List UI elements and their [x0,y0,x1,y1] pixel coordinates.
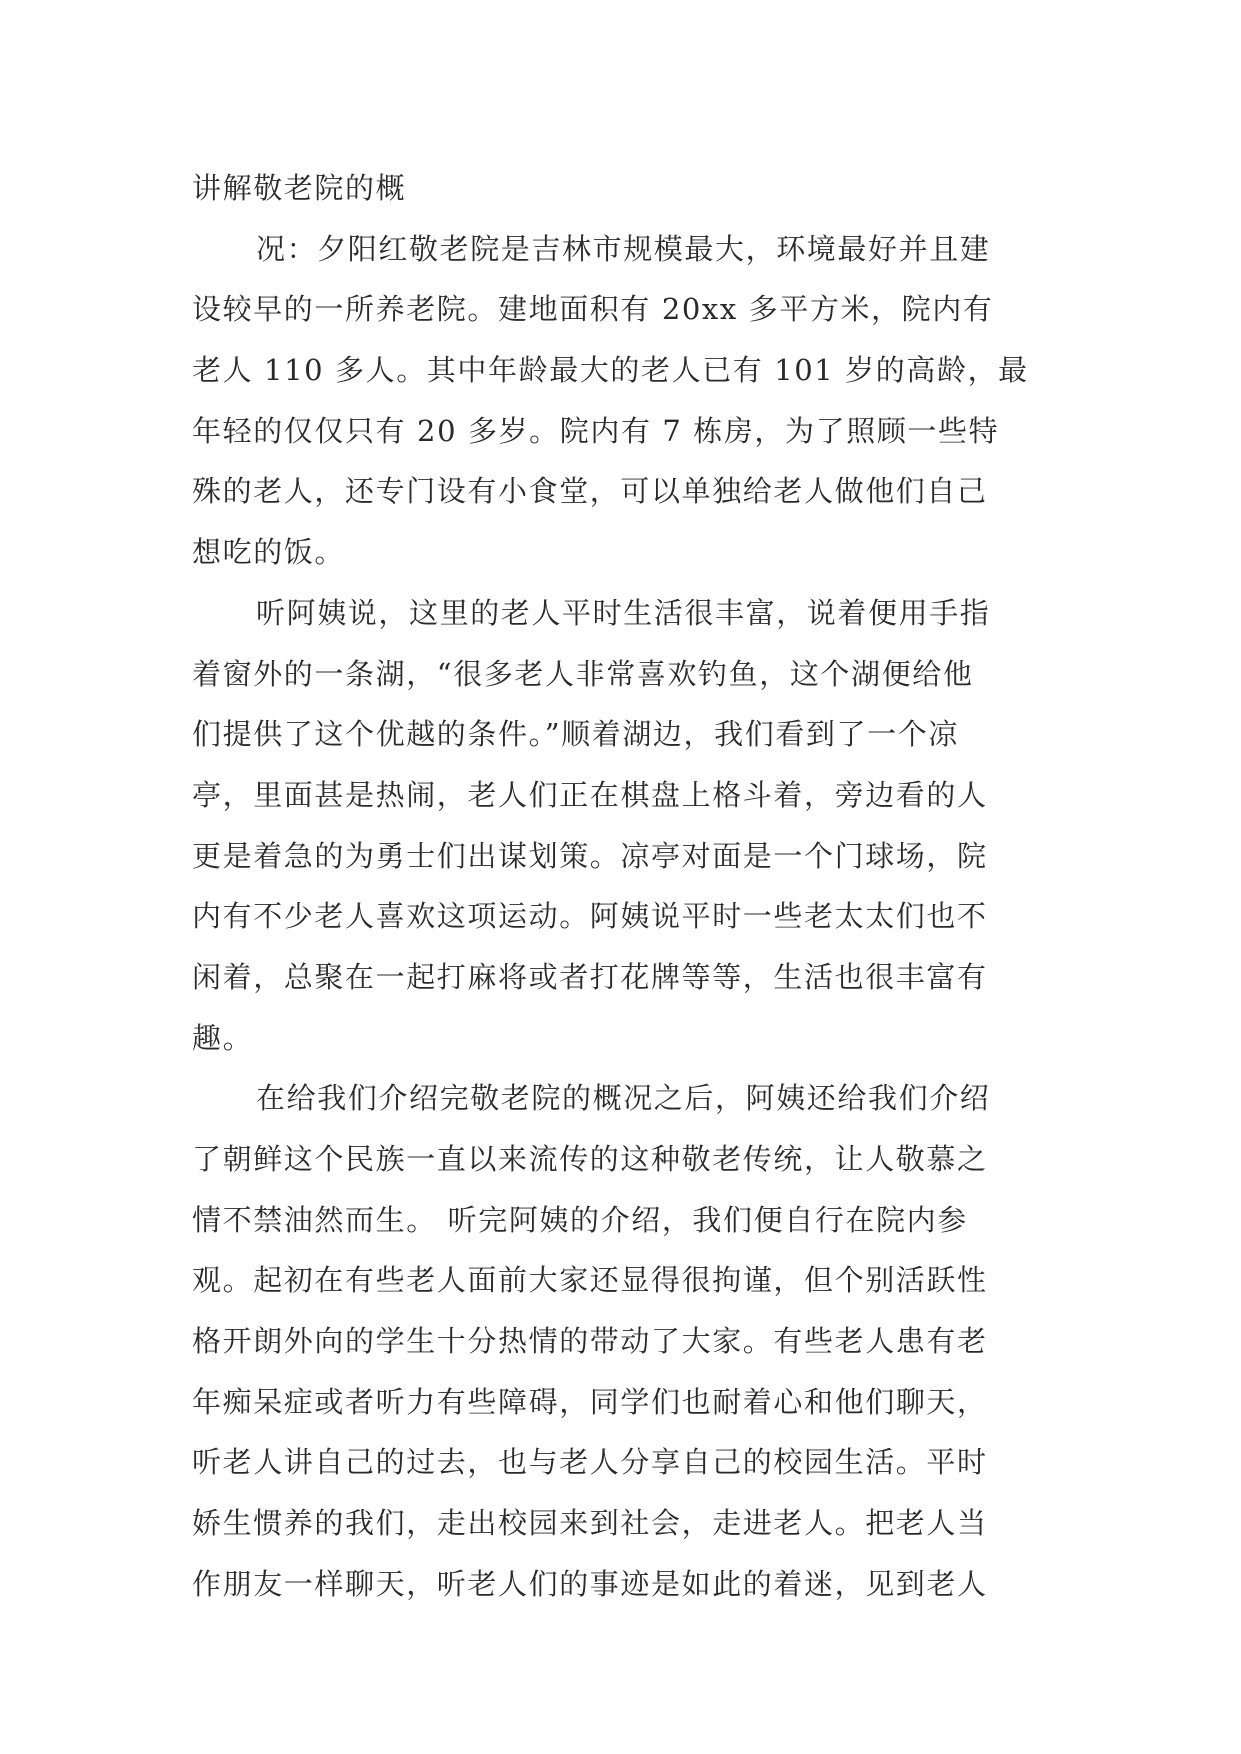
text-line: 作朋友一样聊天，听老人们的事迹是如此的着迷，见到老人 [192,1566,988,1601]
document-body [192,158,1072,1615]
text-line: 年痴呆症或者听力有些障碍，同学们也耐着心和他们聊天， [192,1384,988,1419]
text-line: 听阿姨说，这里的老人平时生活很丰富，说着便用手指 [256,595,991,630]
text-line: 格开朗外向的学生十分热情的带动了大家。有些老人患有老 [192,1324,988,1359]
text-line: 们提供了这个优越的条件。”顺着湖边，我们看到了一个凉 [192,717,959,752]
text-line: 听老人讲自己的过去，也与老人分享自己的校园生活。平时 [192,1445,988,1480]
text-line: 闲着，总聚在一起打麻将或者打花牌等等，生活也很丰富有 [192,959,988,994]
text-line: 设较早的一所养老院。建地面积有 20xx 多平方米，院内有 [192,292,994,327]
text-line: 想吃的饭。 [192,535,346,570]
paragraph [192,583,1072,1069]
text-line: 年轻的仅仅只有 20 多岁。院内有 7 栋房，为了照顾一些特 [192,413,1000,448]
text-line: 了朝鲜这个民族一直以来流传的这种敬老传统，让人敬慕之 [192,1142,988,1176]
text-line: 趣。 [192,1020,254,1055]
paragraph [192,219,1072,583]
text-line: 讲解敬老院的概 [192,171,407,205]
text-line: 况：夕阳红敬老院是吉林市规模最大，环境最好并且建 [256,231,991,266]
text-line: 在给我们介绍完敬老院的概况之后，阿姨还给我们介绍 [256,1081,991,1116]
text-line: 娇生惯养的我们，走出校园来到社会，走进老人。把老人当 [192,1506,988,1541]
text-line: 亭，里面甚是热闹，老人们正在棋盘上格斗着，旁边看的人 [192,777,988,812]
paragraph [192,158,1072,219]
text-line: 更是着急的为勇士们出谋划策。凉亭对面是一个门球场，院 [192,838,988,873]
text-line: 殊的老人，还专门设有小食堂，可以单独给老人做他们自己 [192,474,988,509]
text-line: 内有不少老人喜欢这项运动。阿姨说平时一些老太太们也不 [192,899,988,934]
text-line: 着窗外的一条湖，“很多老人非常喜欢钓鱼，这个湖便给他 [192,656,974,691]
text-line: 情不禁油然而生。 听完阿姨的介绍，我们便自行在院内参 [192,1202,968,1237]
text-line: 观。起初在有些老人面前大家还显得很拘谨，但个别活跃性 [192,1263,988,1298]
text-line: 老人 110 多人。其中年龄最大的老人已有 101 岁的高龄，最 [192,353,1029,388]
paragraph [192,1068,1072,1614]
